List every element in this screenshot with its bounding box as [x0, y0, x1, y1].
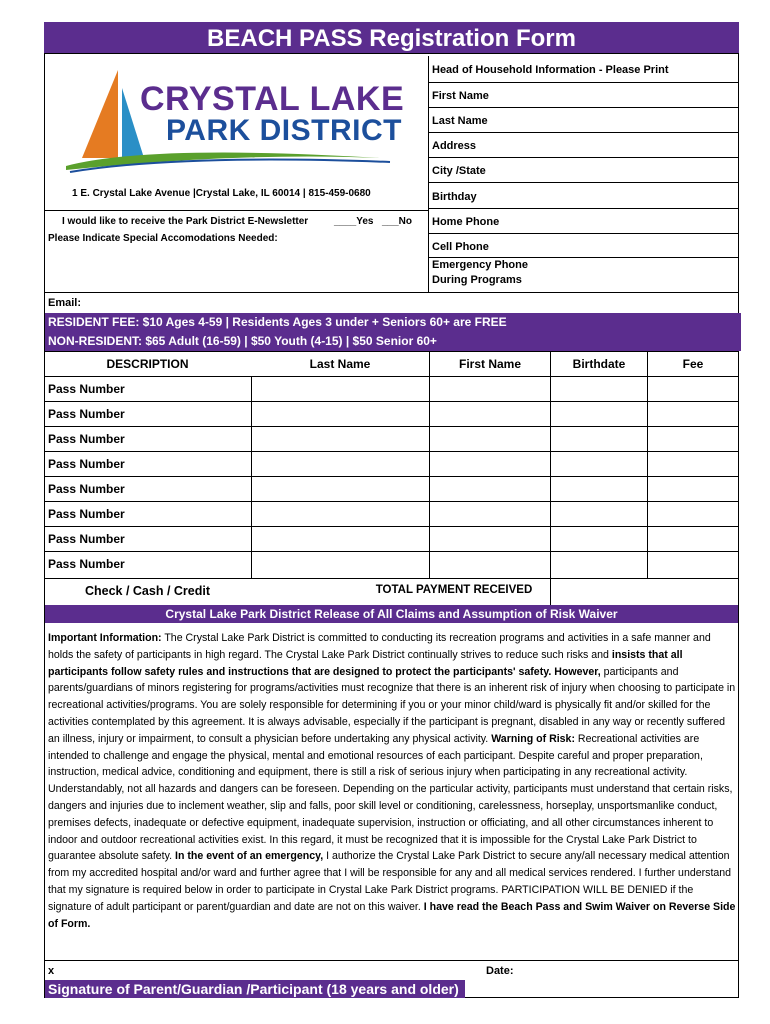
row-line	[45, 551, 738, 552]
waiver-text	[48, 630, 736, 932]
hh-line	[428, 157, 738, 158]
important-label: Important Information:	[48, 632, 162, 644]
district-address: 1 E. Crystal Lake Avenue |Crystal Lake, IL 60014 | 815-459-0680	[72, 188, 371, 199]
col-line	[251, 376, 252, 578]
row-line	[45, 376, 738, 377]
hh-line	[428, 208, 738, 209]
waiver-final: I have read the Beach Pass and Swim Waiver on Reverse Side of Form.	[48, 900, 736, 930]
first-name-field[interactable]: First Name	[432, 90, 489, 102]
payment-methods[interactable]: Check / Cash / Credit	[84, 584, 211, 598]
waiver-p1-bold: insists that all participants follow safety rules and instructions that are designed to protect the participants' safety. However,	[48, 648, 683, 678]
household-header: Head of Household Information - Please Print	[432, 64, 669, 76]
waiver-p4: I authorize the Crystal Lake Park District to secure any/all necessary medical attention from my accredited hospital and/or ward and further agree that I will be responsible for any and all medical services rendered. I further understand that my signature is required below in order to participate in Crystal Lake Park District programs. PARTICIPATION WILL BE DENIED if the signature of adult participant or parent/guardian and date are not on this waiver.	[48, 850, 732, 913]
logo-line1: CRYSTAL LAKE	[140, 80, 405, 118]
hh-line	[428, 82, 738, 83]
col-line	[429, 351, 430, 578]
email-top-line	[45, 292, 738, 293]
table-row-pass-number[interactable]: Pass Number	[48, 432, 125, 446]
newsletter-question: I would like to receive the Park District E-Newsletter	[62, 216, 309, 227]
address-field[interactable]: Address	[432, 140, 477, 152]
row-line	[45, 476, 738, 477]
table-top	[45, 351, 738, 352]
newsletter-no-option[interactable]: ___No	[382, 216, 413, 227]
resident-fee: RESIDENT FEE: $10 Ages 4-59 | Residents Ages 3 under + Seniors 60+ are FREE	[48, 315, 507, 329]
emergency-phone-field[interactable]: Emergency Phone	[432, 259, 528, 271]
row-line	[45, 578, 738, 579]
table-row-pass-number[interactable]: Pass Number	[48, 482, 125, 496]
waiver-p3: Recreational activities are intended to challenge and engage the physical, mental and emotional resources of each participant. Despite careful and proper preparation, instruction, medical advice, conditioning and equipment, there is still a risk of serious injury when participating in any recreational activity. Understandably, not all hazards and dangers can be foreseen. Depending on the particular activity, participants must understand that certain risks, dangers and injuries due to inclement weather, slip and falls, poor skill level or conditioning, carelessness, horseplay, unsportsmanlike conduct, premises defects, inadequate or defective equipment, inadequate supervision, instruction or officiating, and all other circumstances inherent to indoor and outdoor recreational activities exist. In this regard, it must be recognized that it is impossible for the Crystal Lake Park District to guarantee absolute safety.	[48, 732, 733, 863]
newsletter-yes-option[interactable]: ____Yes	[334, 216, 374, 227]
date-field[interactable]: Date:	[486, 965, 514, 977]
fee-band	[45, 313, 741, 351]
col-header-first-name: First Name	[458, 357, 522, 371]
row-line	[45, 426, 738, 427]
col-header-birthdate: Birthdate	[572, 357, 626, 371]
table-row-pass-number[interactable]: Pass Number	[48, 507, 125, 521]
city-state-field[interactable]: City /State	[432, 165, 486, 177]
logo-line2: PARK DISTRICT	[166, 114, 402, 147]
hh-line	[428, 233, 738, 234]
col-line	[647, 351, 648, 578]
cell-phone-field[interactable]: Cell Phone	[432, 241, 489, 253]
nonresident-fee: NON-RESIDENT: $65 Adult (16-59) | $50 Youth (4-15) | $50 Senior 60+	[48, 334, 437, 348]
emergency-label: In the event of an emergency,	[175, 850, 324, 863]
row-line	[45, 401, 738, 402]
table-row-pass-number[interactable]: Pass Number	[48, 382, 125, 396]
waiver-p1: The Crystal Lake Park District is committed to conducting its recreation programs and activities in a safe manner and holds the safety of participants in high regard. The Crystal Lake Park District continually strives to reduce such risks and	[48, 632, 711, 661]
col-header-description: DESCRIPTION	[106, 357, 189, 371]
table-row-pass-number[interactable]: Pass Number	[48, 557, 125, 571]
email-field[interactable]: Email:	[48, 297, 82, 309]
form-title: BEACH PASS Registration Form	[44, 22, 739, 54]
table-row-pass-number[interactable]: Pass Number	[48, 457, 125, 471]
row-line	[45, 451, 738, 452]
signature-field[interactable]: Signature of Parent/Guardian /Participant (18 years and older)	[45, 980, 465, 998]
warning-label: Warning of Risk:	[491, 732, 575, 745]
hh-line	[428, 132, 738, 133]
row-line	[45, 526, 738, 527]
birthday-field[interactable]: Birthday	[432, 191, 477, 203]
park-district-logo	[60, 62, 405, 174]
table-row-pass-number[interactable]: Pass Number	[48, 532, 125, 546]
waiver-header: Crystal Lake Park District Release of All Claims and Assumption of Risk Waiver	[45, 605, 738, 623]
signature-x-marker: x	[48, 965, 55, 977]
row-line	[45, 501, 738, 502]
address-divider	[45, 210, 428, 211]
col-header-fee: Fee	[682, 357, 704, 371]
col-header-last-name: Last Name	[309, 357, 371, 371]
special-accommodations-field[interactable]: Please Indicate Special Accomodations Needed:	[48, 233, 278, 244]
signature-top-line	[45, 960, 738, 961]
table-row-pass-number[interactable]: Pass Number	[48, 407, 125, 421]
last-name-field[interactable]: Last Name	[432, 115, 488, 127]
home-phone-field[interactable]: Home Phone	[432, 216, 500, 228]
hh-line	[428, 182, 738, 183]
total-payment-label: TOTAL PAYMENT RECEIVED	[375, 584, 533, 596]
hh-line	[428, 107, 738, 108]
emergency-phone-field-line2: During Programs	[432, 274, 522, 286]
hh-line	[428, 257, 738, 258]
col-line	[550, 351, 551, 605]
waiver-p2: participants and parents/guardians of minors registering for programs/activities must recognize that there is an inherent risk of injury when choosing to participate in recreational activities/programs. You are solely responsible for determining if you or your minor child/ward is physically fit and/or skilled for the activities contemplated by this agreement. It is always advisable, especially if the participant is pregnant, disabled in any way or recently suffered an illness, injury or impairment, to consult a physician before undertaking any physical activity.	[48, 665, 736, 745]
